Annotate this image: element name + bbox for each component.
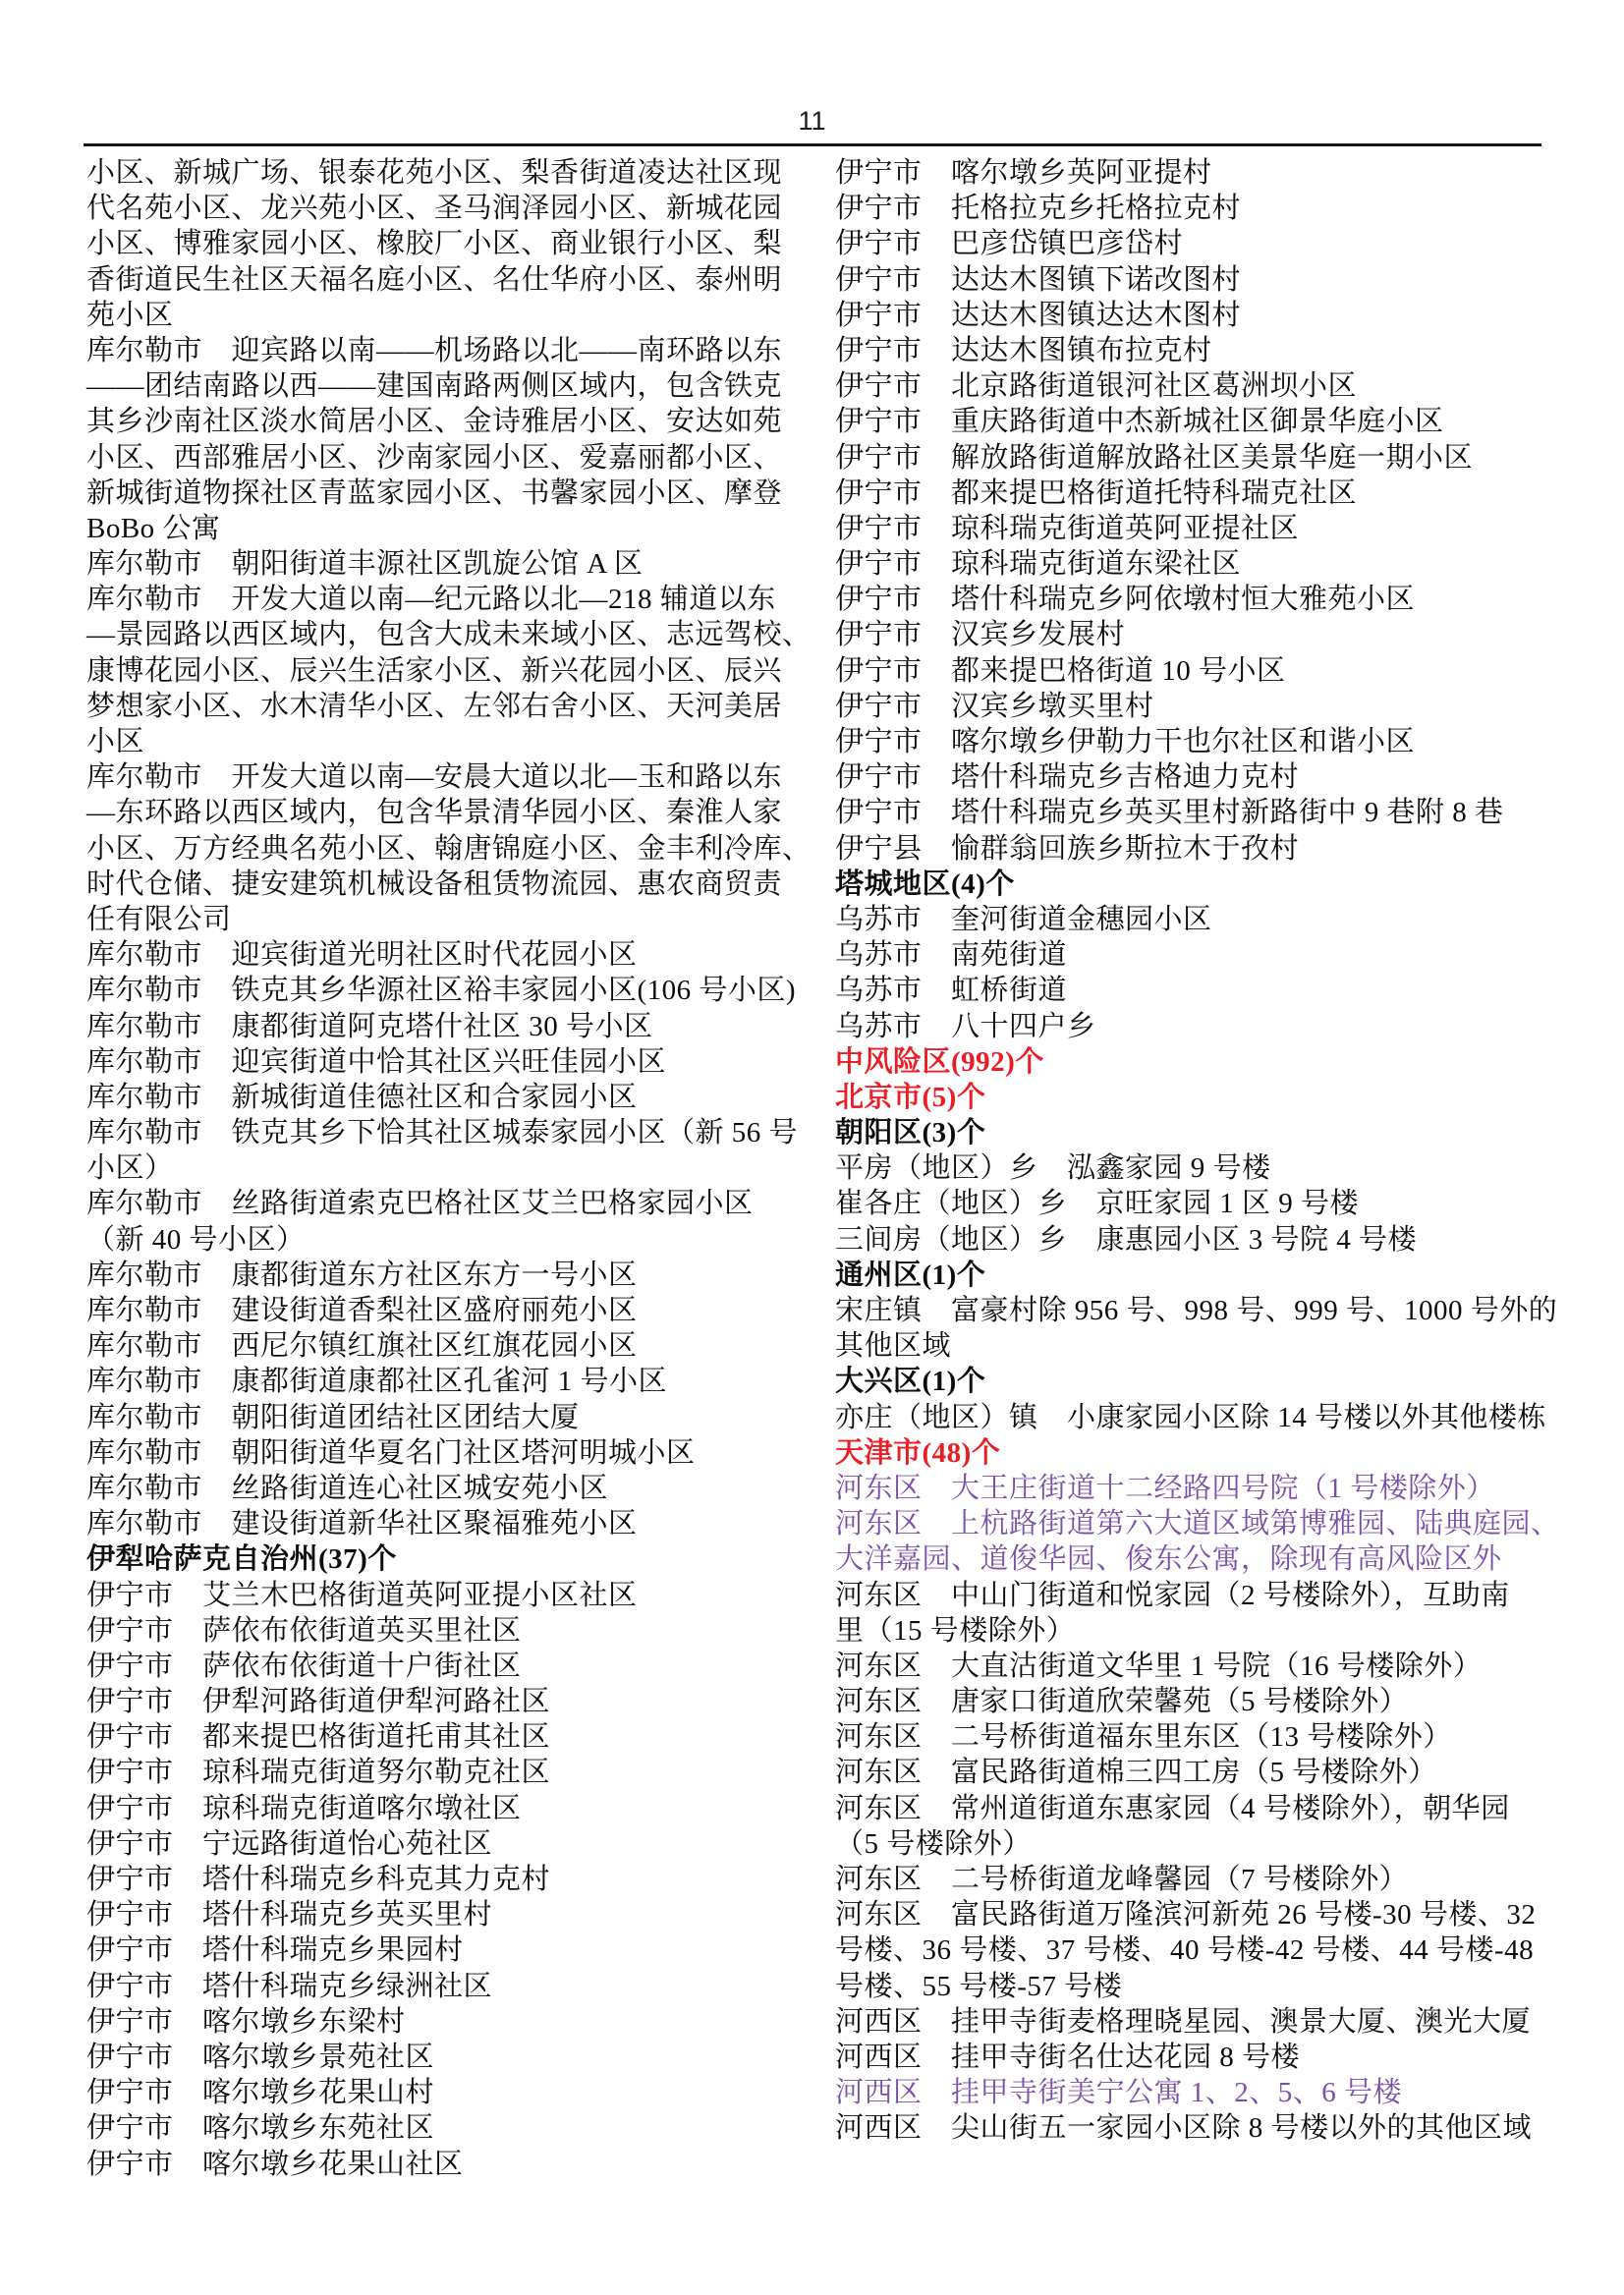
text-line: 河东区 富民路街道万隆滨河新苑 26 号楼-30 号楼、32 [835,1899,1537,1931]
text-line: 伊宁市 琼科瑞克街道喀尔墩社区 [86,1792,522,1824]
text-line: 小区、博雅家园小区、橡胶厂小区、商业银行小区、梨 [86,228,783,260]
text-line: 苑小区 [86,299,174,331]
text-line: 伊宁市 塔什科瑞克乡吉格迪力克村 [835,761,1300,794]
text-line: 伊宁市 汉宾乡发展村 [835,619,1126,651]
text-line: 伊宁市 琼科瑞克街道努尔勒克社区 [86,1757,551,1789]
text-line: 河西区 挂甲寺街美宁公寓 1、2、5、6 号楼 [835,2077,1403,2109]
text-line: 康博花园小区、辰兴生活家小区、新兴花园小区、辰兴 [86,654,783,687]
text-line: 伊宁市 塔什科瑞克乡绿洲社区 [86,1970,493,2002]
text-line: 朝阳区(3)个 [835,1117,986,1149]
text-line: ——团结南路以西——建国南路两侧区域内，包含铁克 [86,370,783,403]
text-line: 库尔勒市 迎宾路以南——机场路以北——南环路以东 [86,334,783,366]
text-line: 香街道民生社区天福名庭小区、名仕华府小区、泰州明 [86,263,783,296]
text-columns [86,155,1560,2182]
text-line: 河东区 大直沽街道文华里 1 号院（16 号楼除外） [835,1650,1483,1682]
text-line: 代名苑小区、龙兴苑小区、圣马润泽园小区、新城花园 [86,193,783,225]
text-line: 河东区 二号桥街道福东里东区（13 号楼除外） [835,1721,1452,1754]
text-line: 伊宁市 喀尔墩乡花果山村 [86,2077,435,2109]
text-line: 伊宁市 喀尔墩乡伊勒力干也尔社区和谐小区 [835,726,1416,757]
text-line: —景园路以西区域内，包含大成未来域小区、志远驾校、 [86,619,812,651]
text-line: 伊犁哈萨克自治州(37)个 [86,1543,397,1576]
text-line: 库尔勒市 西尼尔镇红旗社区红旗花园小区 [86,1330,638,1363]
text-line: 小区、万方经典名苑小区、翰唐锦庭小区、金丰利冷库、 [86,832,812,865]
text-line: 新城街道物探社区青蓝家园小区、书馨家园小区、摩登 [86,476,783,509]
text-line: 时代仓储、捷安建筑机械设备租赁物流园、惠农商贸责 [86,868,783,900]
text-line: 伊宁市 达达木图镇下诺改图村 [835,263,1242,296]
text-line: 伊宁市 萨依布依街道英买里社区 [86,1614,522,1647]
text-line: 伊宁市 萨依布依街道十户街社区 [86,1650,522,1682]
text-line: （5 号楼除外） [835,1827,1032,1860]
text-line: 伊宁市 宁远路街道怡心苑社区 [86,1827,493,1860]
text-line: 天津市(48)个 [835,1436,1001,1469]
text-line: 伊宁市 汉宾乡墩买里村 [835,690,1154,722]
text-line: 河西区 挂甲寺街麦格理晓星园、澳景大厦、澳光大厦 [835,2005,1532,2038]
text-line: 伊宁市 艾兰木巴格街道英阿亚提小区社区 [86,1579,638,1611]
text-line: 库尔勒市 迎宾街道光明社区时代花园小区 [86,939,638,972]
text-line: 乌苏市 虹桥街道 [835,975,1068,1007]
text-line: 伊宁市 伊犁河路街道伊犁河路社区 [86,1686,551,1718]
text-line: 大洋嘉园、道俊华园、俊东公寓，除现有高风险区外 [835,1543,1502,1576]
text-line: 伊宁市 喀尔墩乡东苑社区 [86,2112,435,2145]
text-line: 伊宁市 北京路街道银河社区葛洲坝小区 [835,370,1358,403]
page-number: 11 [798,106,826,136]
text-line: 库尔勒市 朝阳街道丰源社区凯旋公馆 A 区 [86,548,644,581]
text-line: 伊宁市 塔什科瑞克乡阿依墩村恒大雅苑小区 [835,584,1416,616]
text-line: 伊宁市 达达木图镇达达木图村 [835,299,1242,331]
text-line: 伊宁市 都来提巴格街道 10 号小区 [835,654,1286,687]
text-line: 通州区(1)个 [835,1259,986,1291]
text-line: 河东区 中山门街道和悦家园（2 号楼除外），互助南 [835,1579,1510,1611]
text-line: 中风险区(992)个 [835,1045,1044,1078]
text-line: 亦庄（地区）镇 小康家园小区除 14 号楼以外其他楼栋 [835,1401,1547,1433]
text-line: 乌苏市 八十四户乡 [835,1010,1096,1042]
text-line: 伊宁市 琼科瑞克街道英阿亚提社区 [835,512,1300,544]
text-line: 大兴区(1)个 [835,1366,986,1398]
text-line: 河东区 常州道街道东惠家园（4 号楼除外），朝华园 [835,1792,1510,1824]
text-line: 库尔勒市 建设街道新华社区聚福雅苑小区 [86,1508,638,1540]
text-line: 河东区 上杭路街道第六大道区域第博雅园、陆典庭园、 [835,1508,1560,1540]
text-line: 库尔勒市 开发大道以南—纪元路以北—218 辅道以东 [86,584,776,616]
text-line: 伊宁市 塔什科瑞克乡英买里村新路街中 9 巷附 8 巷 [835,797,1504,829]
text-line: 库尔勒市 迎宾街道中恰其社区兴旺佳园小区 [86,1045,667,1078]
text-line: 库尔勒市 丝路街道连心社区城安苑小区 [86,1472,609,1504]
text-line: 其乡沙南社区淡水简居小区、金诗雅居小区、安达如苑 [86,406,783,438]
text-line: 伊宁市 喀尔墩乡东梁村 [86,2005,406,2038]
text-line: 伊宁市 琼科瑞克街道东梁社区 [835,548,1242,581]
text-line: 伊宁市 托格拉克乡托格拉克村 [835,193,1242,225]
text-line: 任有限公司 [86,903,232,935]
text-line: BoBo 公寓 [86,512,221,544]
text-line: 崔各庄（地区）乡 京旺家园 1 区 9 号楼 [835,1188,1360,1220]
text-line: 北京市(5)个 [835,1081,986,1113]
text-line: 伊宁市 重庆路街道中杰新城社区御景华庭小区 [835,406,1444,438]
text-line: 三间房（地区）乡 康惠园小区 3 号院 4 号楼 [835,1223,1418,1256]
text-line: 河西区 尖山街五一家园小区除 8 号楼以外的其他区域 [835,2112,1533,2145]
text-line: 河东区 唐家口街道欣荣馨苑（5 号楼除外） [835,1686,1409,1718]
text-line: 库尔勒市 开发大道以南—安晨大道以北—玉和路以东 [86,761,783,794]
text-line: 河东区 大王庄街道十二经路四号院（1 号楼除外） [835,1472,1495,1504]
text-line: 伊宁市 喀尔墩乡英阿亚提村 [835,157,1212,189]
text-line: 库尔勒市 新城街道佳德社区和合家园小区 [86,1081,638,1113]
text-line: 小区、新城广场、银泰花苑小区、梨香街道凌达社区现 [86,157,783,189]
text-line: 塔城地区(4)个 [835,868,1015,900]
text-line: 伊宁市 塔什科瑞克乡英买里村 [86,1899,493,1931]
text-line: 伊宁市 喀尔墩乡景苑社区 [86,2041,435,2073]
text-line: 库尔勒市 康都街道东方社区东方一号小区 [86,1259,638,1291]
text-line: 梦想家小区、水木清华小区、左邻右舍小区、天河美居 [86,690,783,722]
text-line: 伊宁市 达达木图镇布拉克村 [835,334,1212,366]
right-column [835,155,1560,2182]
text-line: 伊宁市 巴彦岱镇巴彦岱村 [835,228,1184,260]
text-line: 小区） [86,1152,174,1185]
text-line: 伊宁市 都来提巴格街道托特科瑞克社区 [835,476,1358,509]
text-line: 库尔勒市 康都街道康都社区孔雀河 1 号小区 [86,1366,668,1398]
text-line: 其他区域 [835,1330,952,1363]
text-line: 库尔勒市 朝阳街道团结社区团结大厦 [86,1401,580,1433]
text-line: 伊宁市 塔什科瑞克乡科克其力克村 [86,1864,551,1895]
header-rule [84,143,1541,146]
text-line: 小区 [86,726,145,757]
text-line: 库尔勒市 铁克其乡下恰其社区城泰家园小区（新 56 号 [86,1117,799,1149]
text-line: 伊宁市 塔什科瑞克乡果园村 [86,1934,464,1967]
text-line: 库尔勒市 铁克其乡华源社区裕丰家园小区(106 号小区) [86,975,797,1007]
text-line: 河西区 挂甲寺街名仕达花园 8 号楼 [835,2041,1301,2073]
text-line: 库尔勒市 丝路街道索克巴格社区艾兰巴格家园小区 [86,1188,754,1220]
text-line: —东环路以西区域内，包含华景清华园小区、秦淮人家 [86,797,783,829]
text-line: 号楼、36 号楼、37 号楼、40 号楼-42 号楼、44 号楼-48 [835,1934,1535,1967]
text-line: 伊宁市 喀尔墩乡花果山社区 [86,2148,464,2180]
text-line: 里（15 号楼除外） [835,1614,1076,1647]
text-line: （新 40 号小区） [86,1223,306,1256]
text-line: 小区、西部雅居小区、沙南家园小区、爱嘉丽都小区、 [86,441,783,474]
left-column [86,155,812,2182]
text-line: 河东区 富民路街道棉三四工房（5 号楼除外） [835,1757,1437,1789]
text-line: 平房（地区）乡 泓鑫家园 9 号楼 [835,1152,1271,1185]
text-line: 乌苏市 奎河街道金穗园小区 [835,903,1212,935]
text-line: 库尔勒市 康都街道阿克塔什社区 30 号小区 [86,1010,653,1042]
text-line: 伊宁县 愉群翁回族乡斯拉木于孜村 [835,832,1300,865]
text-line: 号楼、55 号楼-57 号楼 [835,1970,1123,2002]
text-line: 伊宁市 都来提巴格街道托甫其社区 [86,1721,551,1754]
text-line: 库尔勒市 朝阳街道华夏名门社区塔河明城小区 [86,1436,696,1469]
text-line: 乌苏市 南苑街道 [835,939,1068,972]
text-line: 宋庄镇 富豪村除 956 号、998 号、999 号、1000 号外的 [835,1295,1558,1326]
text-line: 伊宁市 解放路街道解放路社区美景华庭一期小区 [835,441,1474,474]
text-line: 库尔勒市 建设街道香梨社区盛府丽苑小区 [86,1295,638,1326]
text-line: 河东区 二号桥街道龙峰馨园（7 号楼除外） [835,1864,1409,1895]
